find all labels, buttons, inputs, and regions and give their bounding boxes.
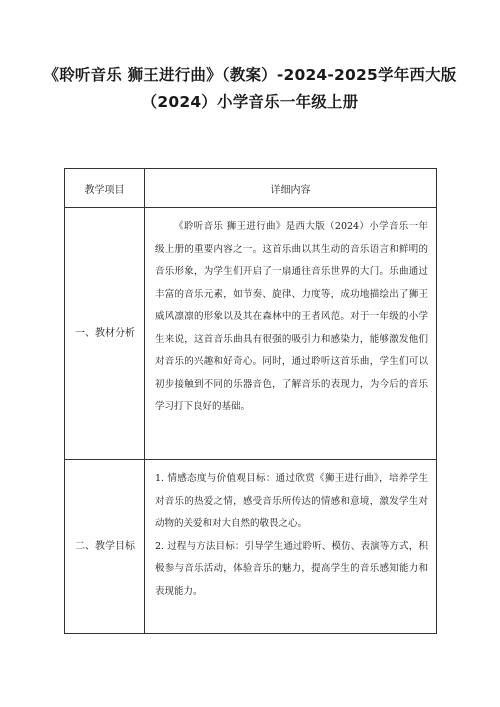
row-item-label: 一、教材分析: [65, 208, 145, 460]
detail-paragraph: 《聆听音乐 狮王进行曲》是西大版（2024）小学音乐一年级上册的重要内容之一。这首乐曲以其生动的音乐语言和鲜明的音乐形象，为学生们开启了一扇通往音乐世界的大门。乐曲通过丰富的音乐元素，如节奏、旋律、力度等，成功地描绘出了狮王威风凛凛的形象以及其在森林中的王者风范。对于一年级的小学生来说，这首音乐曲具有很强的吸引力和感染力，能够激发他们对音乐的兴趣和好奇心。同时，通过聆听这首乐曲，学生们可以初步接触到不同的乐器音色，了解音乐的表现力，为今后的音乐学习打下良好的基础。: [155, 221, 428, 412]
detail-paragraph: 2. 过程与方法目标：引导学生通过聆听、模仿、表演等方式，积极参与音乐活动，体验音乐的魅力，提高学生的音乐感知能力和表现能力。: [155, 540, 428, 597]
lesson-plan-table: [64, 168, 437, 634]
header-detail: 详细内容: [145, 169, 437, 208]
header-item: 教学项目: [65, 169, 145, 208]
table-row: [65, 208, 437, 460]
document-title: 《聆听音乐 狮王进行曲》（教案）-2024-2025学年西大版（2024）小学音乐一年级上册: [43, 66, 457, 111]
row-detail: [145, 208, 437, 460]
table-header-row: [65, 169, 437, 208]
row-item-label: 二、教学目标: [65, 460, 145, 634]
row-detail: [145, 460, 437, 634]
table-row: [65, 460, 437, 634]
detail-paragraph: 1. 情感态度与价值观目标：通过欣赏《狮王进行曲》，培养学生对音乐的热爱之情，感受音乐所传达的情感和意境，激发学生对动物的关爱和对大自然的敬畏之心。: [155, 473, 428, 529]
